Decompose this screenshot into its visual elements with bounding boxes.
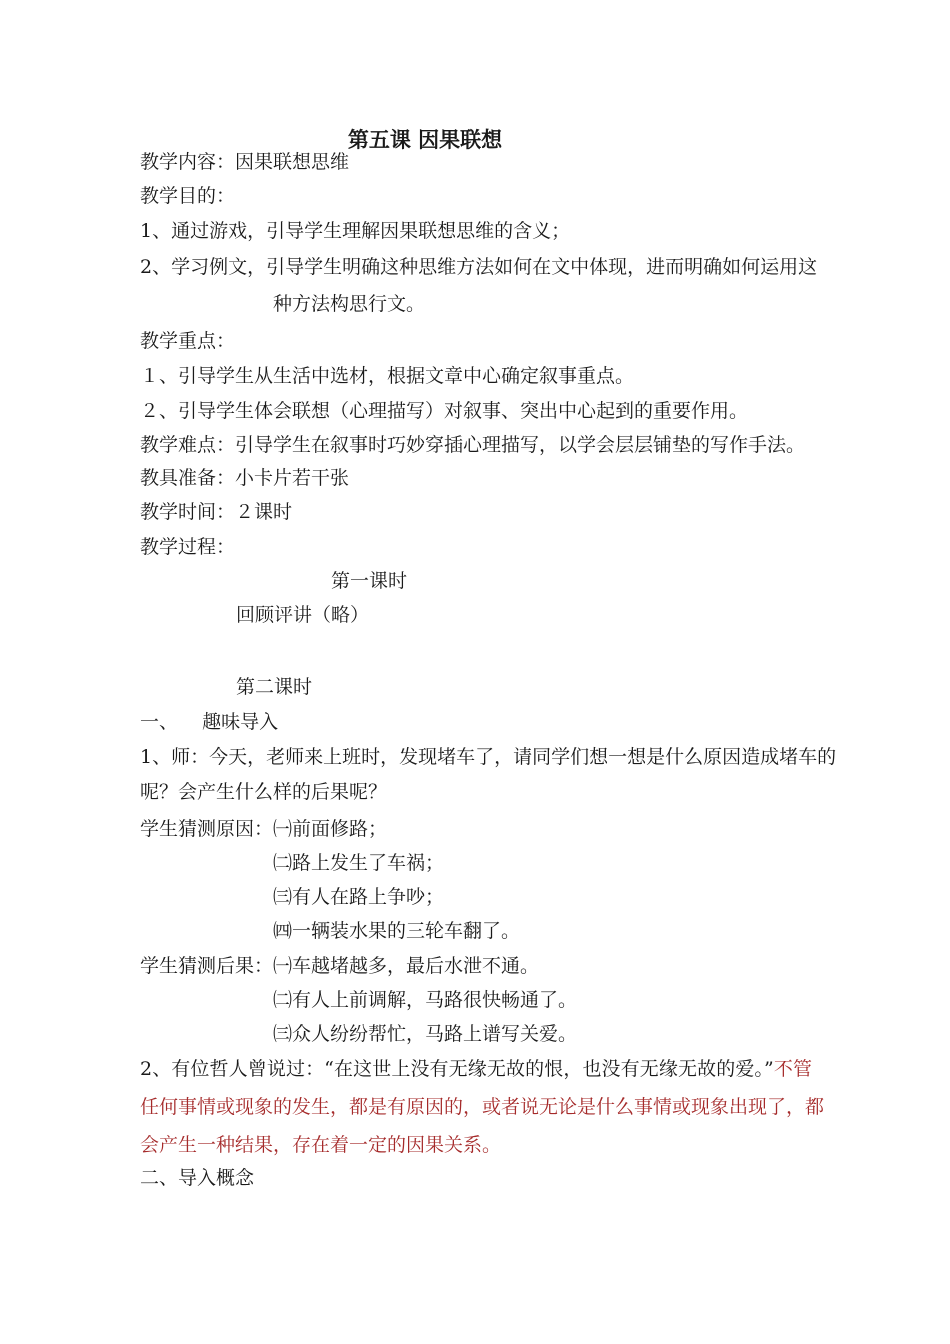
goal-item-1: 1、通过游戏，引导学生理解因果联想思维的含义；: [140, 220, 571, 242]
lesson-title: 第五课 因果联想: [347, 128, 503, 152]
difficulty: 教学难点：引导学生在叙事时巧妙穿插心理描写，以学会层层铺垫的写作手法。: [140, 434, 806, 456]
question-1-line2: 呢？会产生什么样的后果呢？: [140, 781, 388, 803]
lesson-2-heading: 第二课时: [236, 676, 313, 698]
cause-item-2: ㈡路上发生了车祸；: [273, 852, 445, 874]
question-2-line3: 会产生一种结果，存在着一定的因果关系。: [140, 1134, 502, 1156]
result-item-2: ㈡有人上前调解，马路很快畅通了。: [273, 989, 578, 1011]
cause-label: 学生猜测原因：: [140, 818, 274, 840]
lesson-1-heading: 第一课时: [331, 570, 408, 592]
question-2-line1: [140, 1058, 812, 1080]
key-heading: 教学重点：: [140, 330, 236, 352]
quote-text: 2、有位哲人曾说过：“在这世上没有无缘无故的恨，也没有无缘无故的爱。”: [140, 1058, 774, 1080]
teaching-content: 教学内容：因果联想思维: [140, 151, 350, 173]
cause-item-3: ㈢有人在路上争吵；: [273, 886, 445, 908]
result-item-1: ㈠车越堵越多，最后水泄不通。: [273, 955, 540, 977]
section-2-heading: 二、导入概念: [140, 1167, 255, 1189]
question-2-line2: 任何事情或现象的发生，都是有原因的，或者说无论是什么事情或现象出现了，都: [140, 1096, 825, 1118]
teaching-time: 教学时间：２课时: [140, 501, 293, 523]
teaching-tools: 教具准备：小卡片若干张: [140, 467, 350, 489]
key-item-1: １、引导学生从生活中选材，根据文章中心确定叙事重点。: [140, 365, 635, 387]
goal-heading: 教学目的：: [140, 185, 236, 207]
review-note: 回顾评讲（略）: [236, 604, 370, 626]
goal-item-2-line1: 2、学习例文，引导学生明确这种思维方法如何在文中体现，进而明确如何运用这: [140, 256, 818, 278]
question-1-line1: 1、师：今天，老师来上班时，发现堵车了，请同学们想一想是什么原因造成堵车的: [140, 746, 837, 768]
result-label: 学生猜测后果：: [140, 955, 274, 977]
process-heading: 教学过程：: [140, 536, 236, 558]
highlight-text-start: 不管: [773, 1058, 812, 1080]
section-1-heading: 一、 趣味导入: [140, 711, 279, 733]
goal-item-2-line2: 种方法构思行文。: [273, 293, 426, 315]
result-item-3: ㈢众人纷纷帮忙，马路上谱写关爱。: [273, 1023, 578, 1045]
cause-item-4: ㈣一辆装水果的三轮车翻了。: [273, 920, 521, 942]
key-item-2: ２、引导学生体会联想（心理描写）对叙事、突出中心起到的重要作用。: [140, 400, 749, 422]
cause-item-1: ㈠前面修路；: [273, 818, 388, 840]
